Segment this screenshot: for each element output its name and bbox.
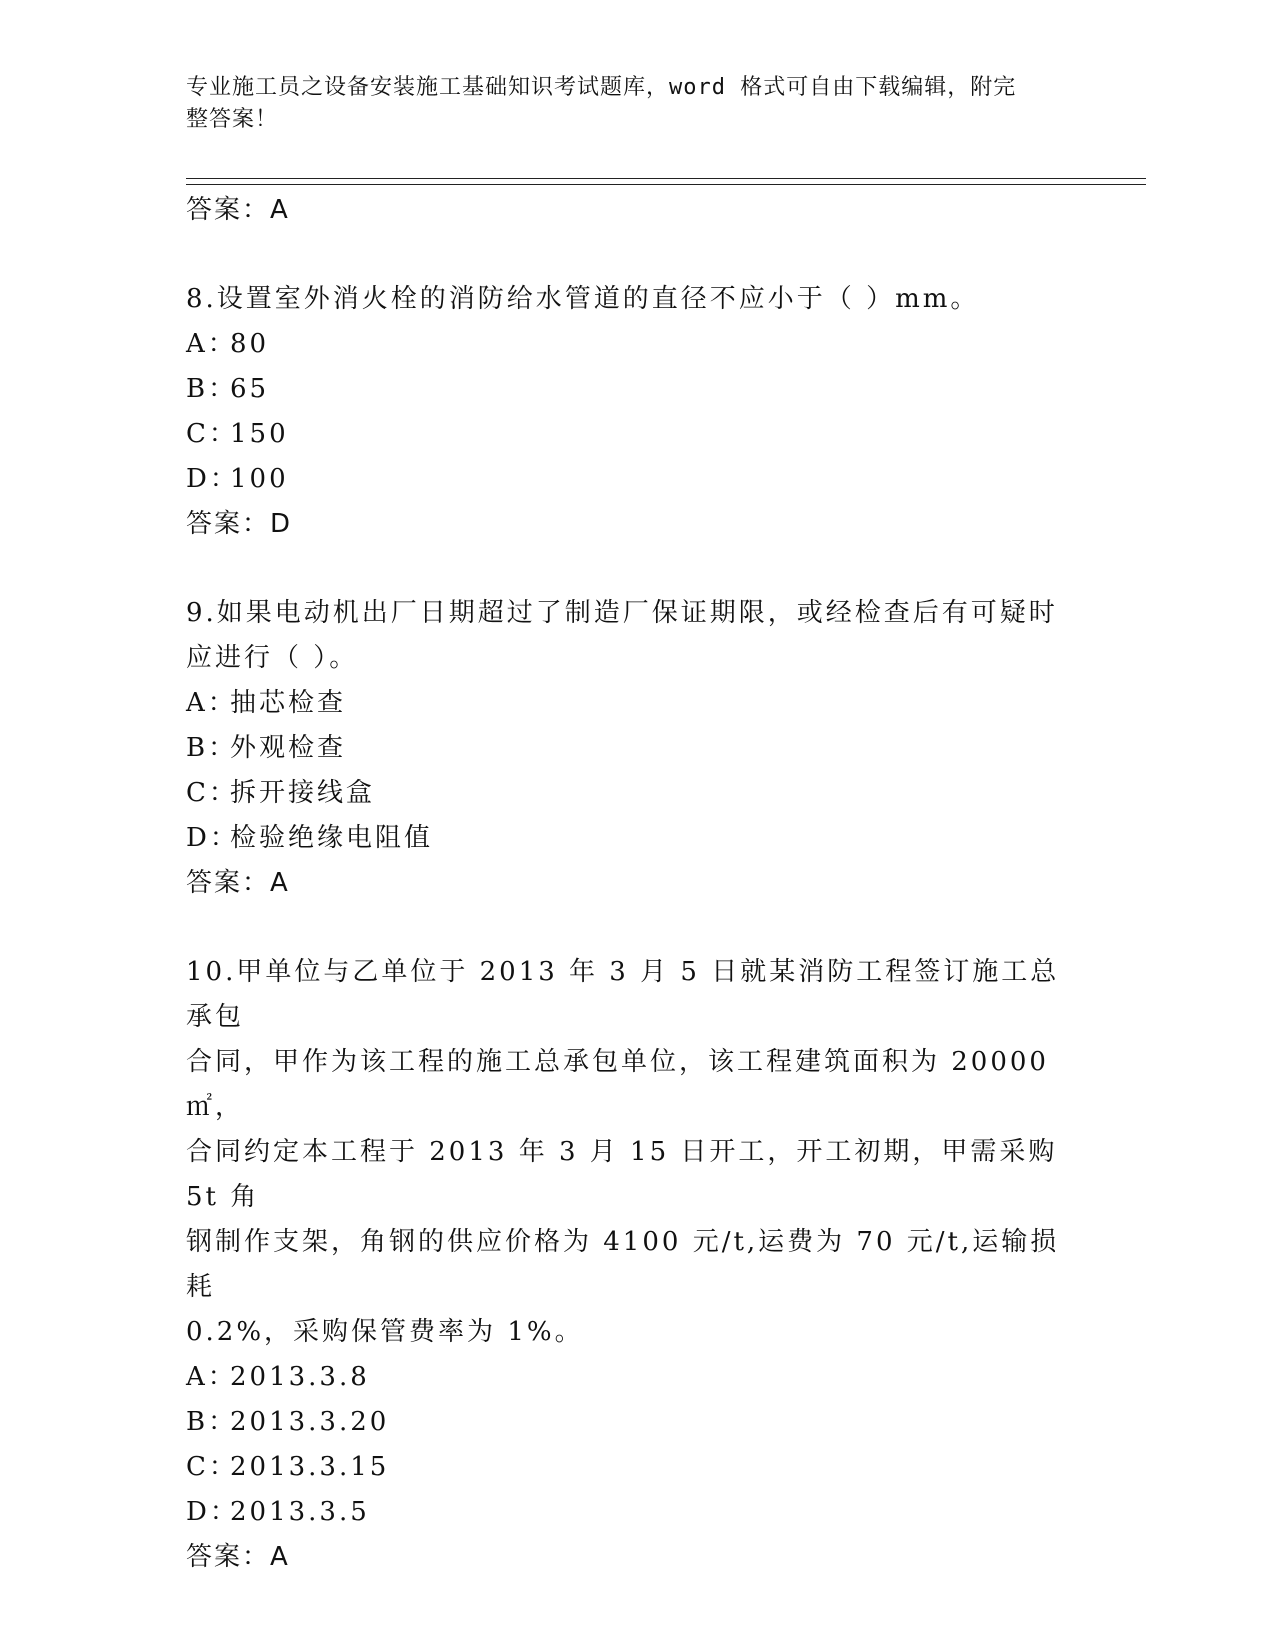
question-text-line-5: 0.2%，采购保管费率为 1%。 xyxy=(186,1317,584,1347)
option-text: 抽芯检查 xyxy=(230,688,347,718)
option-text: 80 xyxy=(230,329,270,359)
option-key: B： xyxy=(186,374,238,404)
question-text-line-2: 应进行（ ）。 xyxy=(186,643,359,673)
option-key: B： xyxy=(186,733,238,763)
option-d[interactable] xyxy=(186,1490,1066,1535)
option-key: C： xyxy=(186,419,238,449)
option-key: D： xyxy=(186,823,239,853)
option-text: 检验绝缘电阻值 xyxy=(230,823,434,853)
option-text: 外观检查 xyxy=(230,733,347,763)
spacer xyxy=(186,547,1066,591)
question-block-9 xyxy=(186,591,1066,906)
option-c[interactable] xyxy=(186,412,1066,457)
header-line-2: 整答案！ xyxy=(186,107,279,132)
option-text: 150 xyxy=(230,419,289,449)
option-text: 2013.3.20 xyxy=(230,1407,390,1437)
option-b[interactable] xyxy=(186,726,1066,771)
option-key: B： xyxy=(186,1407,238,1437)
answer-line: 答案：A xyxy=(186,195,290,225)
option-text: 2013.3.15 xyxy=(230,1452,390,1482)
option-key: A： xyxy=(186,1362,237,1392)
option-text: 100 xyxy=(230,464,289,494)
option-b[interactable] xyxy=(186,367,1066,412)
option-b[interactable] xyxy=(186,1400,1066,1445)
option-c[interactable] xyxy=(186,771,1066,816)
option-key: C： xyxy=(186,778,238,808)
option-text: 拆开接线盒 xyxy=(230,778,376,808)
option-d[interactable] xyxy=(186,816,1066,861)
question-text-line-1: 10.甲单位与乙单位于 2013 年 3 月 5 日就某消防工程签订施工总承包 xyxy=(186,957,1060,1032)
option-key: C： xyxy=(186,1452,238,1482)
question-list xyxy=(186,188,1066,1580)
option-a[interactable] xyxy=(186,322,1066,367)
answer-line: 答案：A xyxy=(186,1542,290,1572)
option-c[interactable] xyxy=(186,1445,1066,1490)
spacer xyxy=(186,906,1066,950)
option-key: A： xyxy=(186,329,237,359)
header-divider-top xyxy=(186,178,1146,179)
option-key: D： xyxy=(186,464,239,494)
option-key: D： xyxy=(186,1497,239,1527)
header-line-1: 专业施工员之设备安装施工基础知识考试题库，word 格式可自由下载编辑，附完 xyxy=(186,75,1017,100)
answer-line: 答案：A xyxy=(186,868,290,898)
option-text: 2013.3.8 xyxy=(230,1362,370,1392)
document-header xyxy=(186,72,1066,136)
question-text: 8.设置室外消火栓的消防给水管道的直径不应小于（ ）mm。 xyxy=(186,284,980,314)
header-divider-bottom xyxy=(186,184,1146,185)
option-key: A： xyxy=(186,688,237,718)
question-text-line-2: 合同，甲作为该工程的施工总承包单位，该工程建筑面积为 20000㎡， xyxy=(186,1047,1049,1122)
option-a[interactable] xyxy=(186,681,1066,726)
question-block-8 xyxy=(186,277,1066,547)
option-text: 2013.3.5 xyxy=(230,1497,370,1527)
option-a[interactable] xyxy=(186,1355,1066,1400)
question-text-line-3: 合同约定本工程于 2013 年 3 月 15 日开工，开工初期，甲需采购 5t 角 xyxy=(186,1137,1058,1212)
option-text: 65 xyxy=(230,374,270,404)
spacer xyxy=(186,233,1066,277)
option-d[interactable] xyxy=(186,457,1066,502)
answer-line: 答案：D xyxy=(186,509,293,539)
question-text-line-1: 9.如果电动机出厂日期超过了制造厂保证期限，或经检查后有可疑时 xyxy=(186,598,1058,628)
question-text-line-4: 钢制作支架，角钢的供应价格为 4100 元/t,运费为 70 元/t,运输损耗 xyxy=(186,1227,1060,1302)
question-block-10 xyxy=(186,950,1066,1580)
